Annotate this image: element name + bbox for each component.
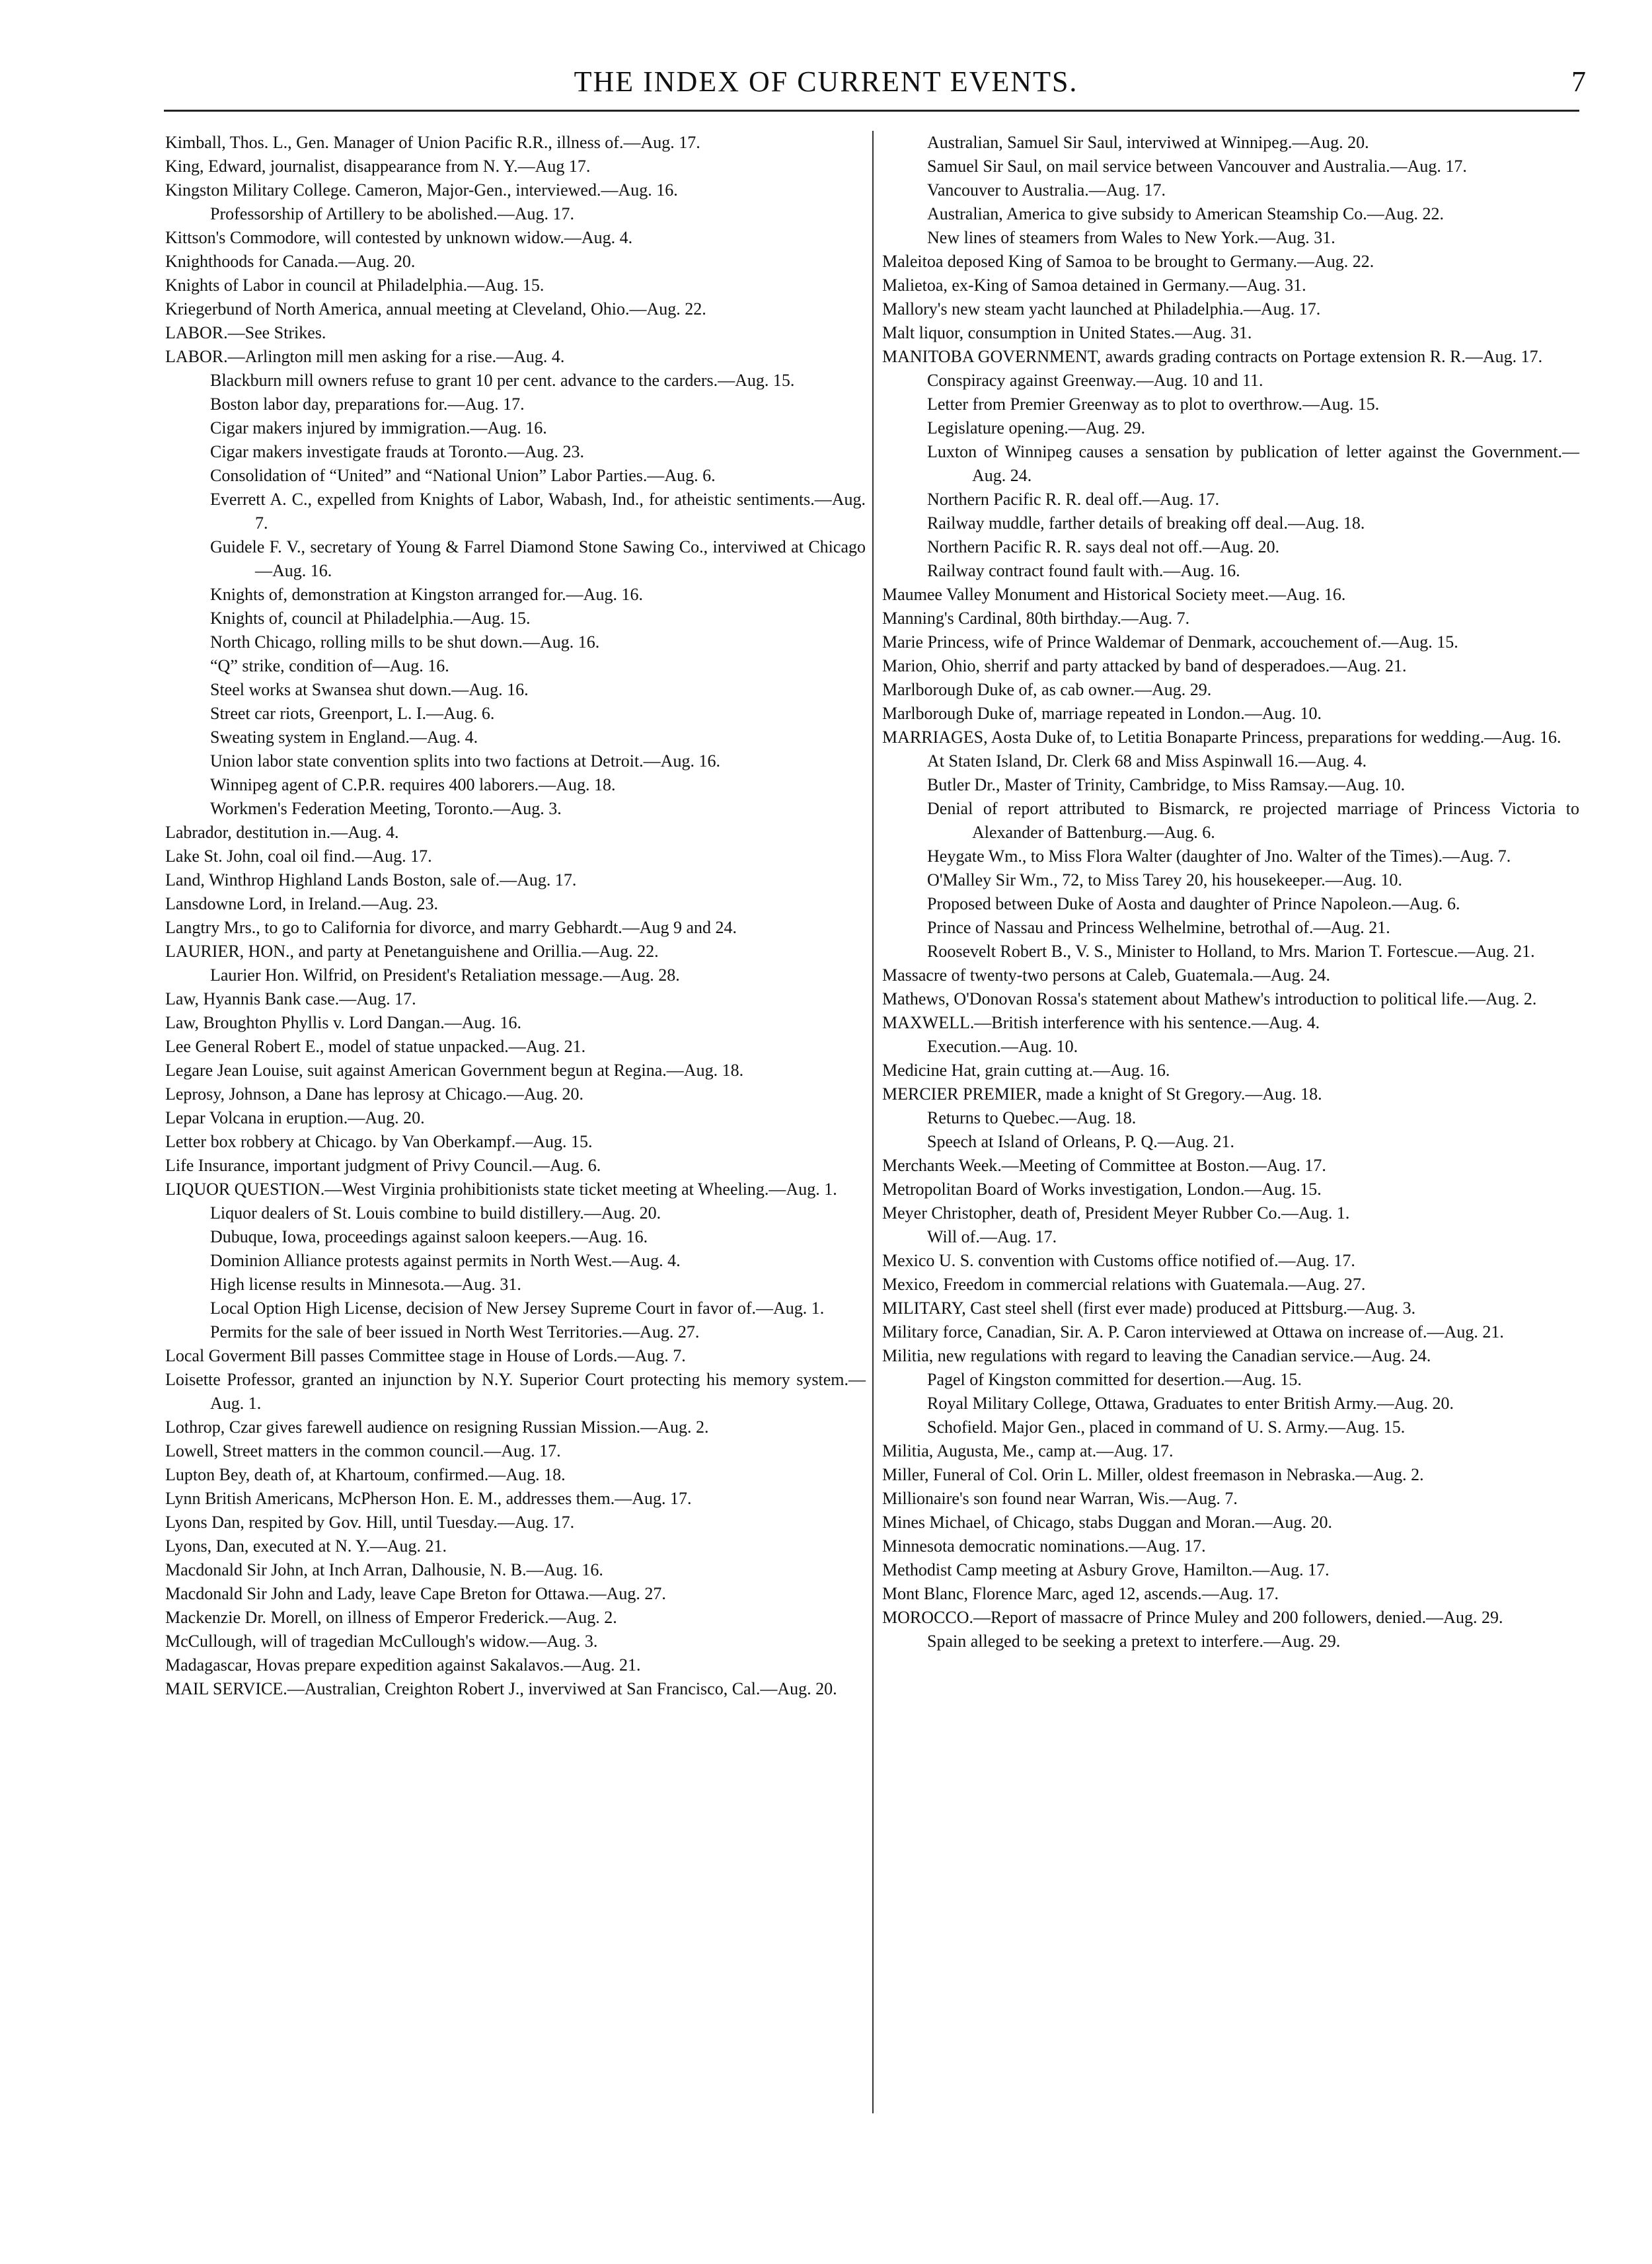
index-entry: Lothrop, Czar gives farewell audience on resigning Russian Mission.—Aug. 2. [165,1417,709,1437]
index-subentry: Spain alleged to be seeking a pretext to interfere.—Aug. 29. [927,1632,1341,1651]
index-subentry: Roosevelt Robert B., V. S., Minister to Holland, to Mrs. Marion T. Fortescue.—Aug. 21. [927,942,1535,961]
index-subentry: Australian, America to give subsidy to American Steamship Co.—Aug. 22. [927,204,1445,223]
index-subentry: Returns to Quebec.—Aug. 18. [927,1108,1137,1127]
index-subentry: Knights of, demonstration at Kingston arranged for.—Aug. 16. [210,585,643,604]
index-subentry: Railway muddle, farther details of breaking off deal.—Aug. 18. [927,513,1365,533]
index-entry: Lake St. John, coal oil find.—Aug. 17. [165,847,432,866]
index-subentry: Schofield. Major Gen., placed in command of U. S. Army.—Aug. 15. [927,1417,1406,1437]
index-entry: Life Insurance, important judgment of Privy Council.—Aug. 6. [165,1156,601,1175]
index-entry: Lyons Dan, respited by Gov. Hill, until Tuesday.—Aug. 17. [165,1513,575,1532]
index-entry: MERCIER PREMIER, made a knight of St Gregory.—Aug. 18. [882,1084,1322,1104]
index-subentry: Laurier Hon. Wilfrid, on President's Retaliation message.—Aug. 28. [210,965,680,985]
index-entry: Malt liquor, consumption in United States.—Aug. 31. [882,323,1252,342]
index-entry: MOROCCO.—Report of massacre of Prince Muley and 200 followers, denied.—Aug. 29. [882,1608,1503,1627]
index-entry: Lupton Bey, death of, at Khartoum, confirmed.—Aug. 18. [165,1465,566,1484]
index-entry: Mallory's new steam yacht launched at Philadelphia.—Aug. 17. [882,299,1321,319]
index-entry: Militia, new regulations with regard to leaving the Canadian service.—Aug. 24. [882,1346,1431,1365]
index-entry: Knighthoods for Canada.—Aug. 20. [165,252,416,271]
index-subentry: Letter from Premier Greenway as to plot to overthrow.—Aug. 15. [927,395,1380,414]
index-entry: Lynn British Americans, McPherson Hon. E. M., addresses them.—Aug. 17. [165,1489,692,1508]
index-entry: Metropolitan Board of Works investigation, London.—Aug. 15. [882,1180,1322,1199]
index-entry: Kittson's Commodore, will contested by unknown widow.—Aug. 4. [165,228,633,247]
index-subentry: Luxton of Winnipeg causes a sensation by publication of letter against the Government.—Aug. 24. [927,442,1579,485]
index-entry: Lepar Volcana in eruption.—Aug. 20. [165,1108,425,1127]
index-entry: McCullough, will of tragedian McCullough's widow.—Aug. 3. [165,1632,598,1651]
index-subentry: Sweating system in England.—Aug. 4. [210,728,478,747]
index-entry: Knights of Labor in council at Philadelphia.—Aug. 15. [165,276,544,295]
index-entry: LABOR.—See Strikes. [165,323,326,342]
index-entry: Kingston Military College. Cameron, Major-Gen., interviewed.—Aug. 16. [165,180,678,200]
index-subentry: Butler Dr., Master of Trinity, Cambridge, to Miss Ramsay.—Aug. 10. [927,775,1406,794]
index-subentry: Royal Military College, Ottawa, Graduates to enter British Army.—Aug. 20. [927,1394,1454,1413]
index-entry: Marion, Ohio, sherrif and party attacked by band of desperadoes.—Aug. 21. [882,656,1407,675]
index-subentry: Northern Pacific R. R. deal off.—Aug. 17. [927,490,1220,509]
index-subentry: Permits for the sale of beer issued in North West Territories.—Aug. 27. [210,1322,700,1341]
index-subentry: New lines of steamers from Wales to New York.—Aug. 31. [927,228,1335,247]
index-entry: LIQUOR QUESTION.—West Virginia prohibitionists state ticket meeting at Wheeling.—Aug. 1. [165,1180,837,1199]
index-entry: Langtry Mrs., to go to California for divorce, and marry Gebhardt.—Aug 9 and 24. [165,918,737,937]
index-entry: Local Goverment Bill passes Committee stage in House of Lords.—Aug. 7. [165,1346,686,1365]
right-column [882,131,1579,1653]
index-entry: Medicine Hat, grain cutting at.—Aug. 16. [882,1061,1170,1080]
index-entry: Kriegerbund of North America, annual meeting at Cleveland, Ohio.—Aug. 22. [165,299,706,319]
index-entry: Military force, Canadian, Sir. A. P. Caron interviewed at Ottawa on increase of.—Aug. 21. [882,1322,1504,1341]
index-entry: Lyons, Dan, executed at N. Y.—Aug. 21. [165,1536,447,1556]
index-entry: Marlborough Duke of, marriage repeated in London.—Aug. 10. [882,704,1322,723]
index-subentry: O'Malley Sir Wm., 72, to Miss Tarey 20, his housekeeper.—Aug. 10. [927,870,1402,889]
index-subentry: Street car riots, Greenport, L. I.—Aug. 6. [210,704,495,723]
index-subentry: At Staten Island, Dr. Clerk 68 and Miss Aspinwall 16.—Aug. 4. [927,751,1367,771]
index-subentry: Will of.—Aug. 17. [927,1227,1057,1246]
index-subentry: “Q” strike, condition of—Aug. 16. [210,656,449,675]
index-subentry: Australian, Samuel Sir Saul, interviwed at Winnipeg.—Aug. 20. [927,133,1369,152]
index-entry: Lee General Robert E., model of statue unpacked.—Aug. 21. [165,1037,586,1056]
column-divider [872,131,874,2113]
index-entry: Law, Hyannis Bank case.—Aug. 17. [165,989,416,1008]
index-subentry: Railway contract found fault with.—Aug. 16. [927,561,1240,580]
index-subentry: Knights of, council at Philadelphia.—Aug. 15. [210,609,531,628]
index-entry: Miller, Funeral of Col. Orin L. Miller, oldest freemason in Nebraska.—Aug. 2. [882,1465,1424,1484]
index-entry: Lowell, Street matters in the common council.—Aug. 17. [165,1441,561,1460]
index-entry: LABOR.—Arlington mill men asking for a rise.—Aug. 4. [165,347,565,366]
index-entry: Mines Michael, of Chicago, stabs Duggan and Moran.—Aug. 20. [882,1513,1332,1532]
index-entry: Loisette Professor, granted an injunction by N.Y. Superior Court protecting his memory system.—Aug. 1. [165,1370,866,1413]
index-subentry: Execution.—Aug. 10. [927,1037,1078,1056]
index-entry: Maumee Valley Monument and Historical Society meet.—Aug. 16. [882,585,1346,604]
index-entry: King, Edward, journalist, disappearance from N. Y.—Aug 17. [165,157,591,176]
index-entry: Militia, Augusta, Me., camp at.—Aug. 17. [882,1441,1174,1460]
index-subentry: Pagel of Kingston committed for desertion.—Aug. 15. [927,1370,1302,1389]
index-subentry: North Chicago, rolling mills to be shut down.—Aug. 16. [210,632,600,652]
index-entry: Mont Blanc, Florence Marc, aged 12, ascends.—Aug. 17. [882,1584,1279,1603]
index-subentry: Local Option High License, decision of New Jersey Supreme Court in favor of.—Aug. 1. [210,1299,825,1318]
index-subentry: Dominion Alliance protests against permits in North West.—Aug. 4. [210,1251,681,1270]
index-subentry: Guidele F. V., secretary of Young & Farrel Diamond Stone Sawing Co., interviwed at Chicago—Aug. 16. [210,537,866,580]
index-subentry: Professorship of Artillery to be abolished.—Aug. 17. [210,204,574,223]
index-entry: MAIL SERVICE.—Australian, Creighton Robert J., inverviwed at San Francisco, Cal.—Aug. 20. [165,1679,837,1698]
index-entry: Law, Broughton Phyllis v. Lord Dangan.—Aug. 16. [165,1013,521,1032]
index-subentry: Boston labor day, preparations for.—Aug. 17. [210,395,525,414]
index-entry: Massacre of twenty-two persons at Caleb, Guatemala.—Aug. 24. [882,965,1330,985]
index-entry: LAURIER, HON., and party at Penetanguishene and Orillia.—Aug. 22. [165,942,659,961]
index-entry: Minnesota democratic nominations.—Aug. 17. [882,1536,1206,1556]
index-subentry: Liquor dealers of St. Louis combine to build distillery.—Aug. 20. [210,1203,661,1223]
index-subentry: Steel works at Swansea shut down.—Aug. 16. [210,680,529,699]
index-subentry: High license results in Minnesota.—Aug. 31. [210,1275,521,1294]
index-entry: Lansdowne Lord, in Ireland.—Aug. 23. [165,894,439,913]
index-subentry: Prince of Nassau and Princess Welhelmine, betrothal of.—Aug. 21. [927,918,1390,937]
index-subentry: Denial of report attributed to Bismarck, re projected marriage of Princess Victoria to Alexander of Battenburg.—Aug. 6. [927,799,1579,842]
index-subentry: Winnipeg agent of C.P.R. requires 400 laborers.—Aug. 18. [210,775,616,794]
header-rule [164,110,1579,112]
index-subentry: Northern Pacific R. R. says deal not off.—Aug. 20. [927,537,1280,556]
page-header [0,65,1652,104]
index-entry: MANITOBA GOVERNMENT, awards grading contracts on Portage extension R. R.—Aug. 17. [882,347,1543,366]
index-entry: Land, Winthrop Highland Lands Boston, sale of.—Aug. 17. [165,870,577,889]
index-subentry: Everrett A. C., expelled from Knights of Labor, Wabash, Ind., for atheistic sentiments.—Aug. 7. [210,490,866,533]
index-entry: MILITARY, Cast steel shell (first ever made) produced at Pittsburg.—Aug. 3. [882,1299,1416,1318]
index-entry: Merchants Week.—Meeting of Committee at Boston.—Aug. 17. [882,1156,1326,1175]
index-entry: Macdonald Sir John and Lady, leave Cape Breton for Ottawa.—Aug. 27. [165,1584,666,1603]
index-subentry: Union labor state convention splits into two factions at Detroit.—Aug. 16. [210,751,720,771]
index-entry: Leprosy, Johnson, a Dane has leprosy at Chicago.—Aug. 20. [165,1084,584,1104]
index-entry: Mathews, O'Donovan Rossa's statement about Mathew's introduction to political life.—Aug. 2. [882,989,1537,1008]
index-subentry: Legislature opening.—Aug. 29. [927,418,1145,437]
index-entry: Millionaire's son found near Warran, Wis.—Aug. 7. [882,1489,1238,1508]
index-entry: Letter box robbery at Chicago. by Van Oberkampf.—Aug. 15. [165,1132,593,1151]
index-entry: Madagascar, Hovas prepare expedition against Sakalavos.—Aug. 21. [165,1655,641,1675]
index-entry: Malietoa, ex-King of Samoa detained in Germany.—Aug. 31. [882,276,1306,295]
index-entry: Meyer Christopher, death of, President Meyer Rubber Co.—Aug. 1. [882,1203,1350,1223]
index-subentry: Vancouver to Australia.—Aug. 17. [927,180,1166,200]
index-subentry: Cigar makers injured by immigration.—Aug. 16. [210,418,547,437]
page-title: THE INDEX OF CURRENT EVENTS. [574,65,1078,98]
index-subentry: Heygate Wm., to Miss Flora Walter (daughter of Jno. Walter of the Times).—Aug. 7. [927,847,1511,866]
index-entry: Mexico, Freedom in commercial relations with Guatemala.—Aug. 27. [882,1275,1366,1294]
index-entry: Mackenzie Dr. Morell, on illness of Emperor Frederick.—Aug. 2. [165,1608,617,1627]
index-entry: Manning's Cardinal, 80th birthday.—Aug. 7. [882,609,1190,628]
index-subentry: Speech at Island of Orleans, P. Q.—Aug. 21. [927,1132,1235,1151]
index-subentry: Samuel Sir Saul, on mail service between Vancouver and Australia.—Aug. 17. [927,157,1467,176]
index-subentry: Conspiracy against Greenway.—Aug. 10 and 11. [927,371,1263,390]
index-subentry: Consolidation of “United” and “National Union” Labor Parties.—Aug. 6. [210,466,716,485]
index-entry: Marlborough Duke of, as cab owner.—Aug. 29. [882,680,1212,699]
index-subentry: Workmen's Federation Meeting, Toronto.—Aug. 3. [210,799,562,818]
index-subentry: Dubuque, Iowa, proceedings against saloon keepers.—Aug. 16. [210,1227,648,1246]
index-entry: Labrador, destitution in.—Aug. 4. [165,823,399,842]
index-entry: MARRIAGES, Aosta Duke of, to Letitia Bonaparte Princess, preparations for wedding.—Aug. 16. [882,728,1561,747]
index-subentry: Cigar makers investigate frauds at Toronto.—Aug. 23. [210,442,584,461]
index-entry: Kimball, Thos. L., Gen. Manager of Union Pacific R.R., illness of.—Aug. 17. [165,133,700,152]
index-entry: Methodist Camp meeting at Asbury Grove, Hamilton.—Aug. 17. [882,1560,1330,1579]
left-column [165,131,866,1701]
index-entry: Maleitoa deposed King of Samoa to be brought to Germany.—Aug. 22. [882,252,1374,271]
index-entry: Mexico U. S. convention with Customs office notified of.—Aug. 17. [882,1251,1355,1270]
index-subentry: Proposed between Duke of Aosta and daughter of Prince Napoleon.—Aug. 6. [927,894,1460,913]
index-entry: Legare Jean Louise, suit against American Government begun at Regina.—Aug. 18. [165,1061,744,1080]
page-number: 7 [1571,65,1586,98]
index-entry: MAXWELL.—British interference with his sentence.—Aug. 4. [882,1013,1320,1032]
index-subentry: Blackburn mill owners refuse to grant 10 per cent. advance to the carders.—Aug. 15. [210,371,795,390]
index-entry: Marie Princess, wife of Prince Waldemar of Denmark, accouchement of.—Aug. 15. [882,632,1458,652]
index-entry: Macdonald Sir John, at Inch Arran, Dalhousie, N. B.—Aug. 16. [165,1560,603,1579]
